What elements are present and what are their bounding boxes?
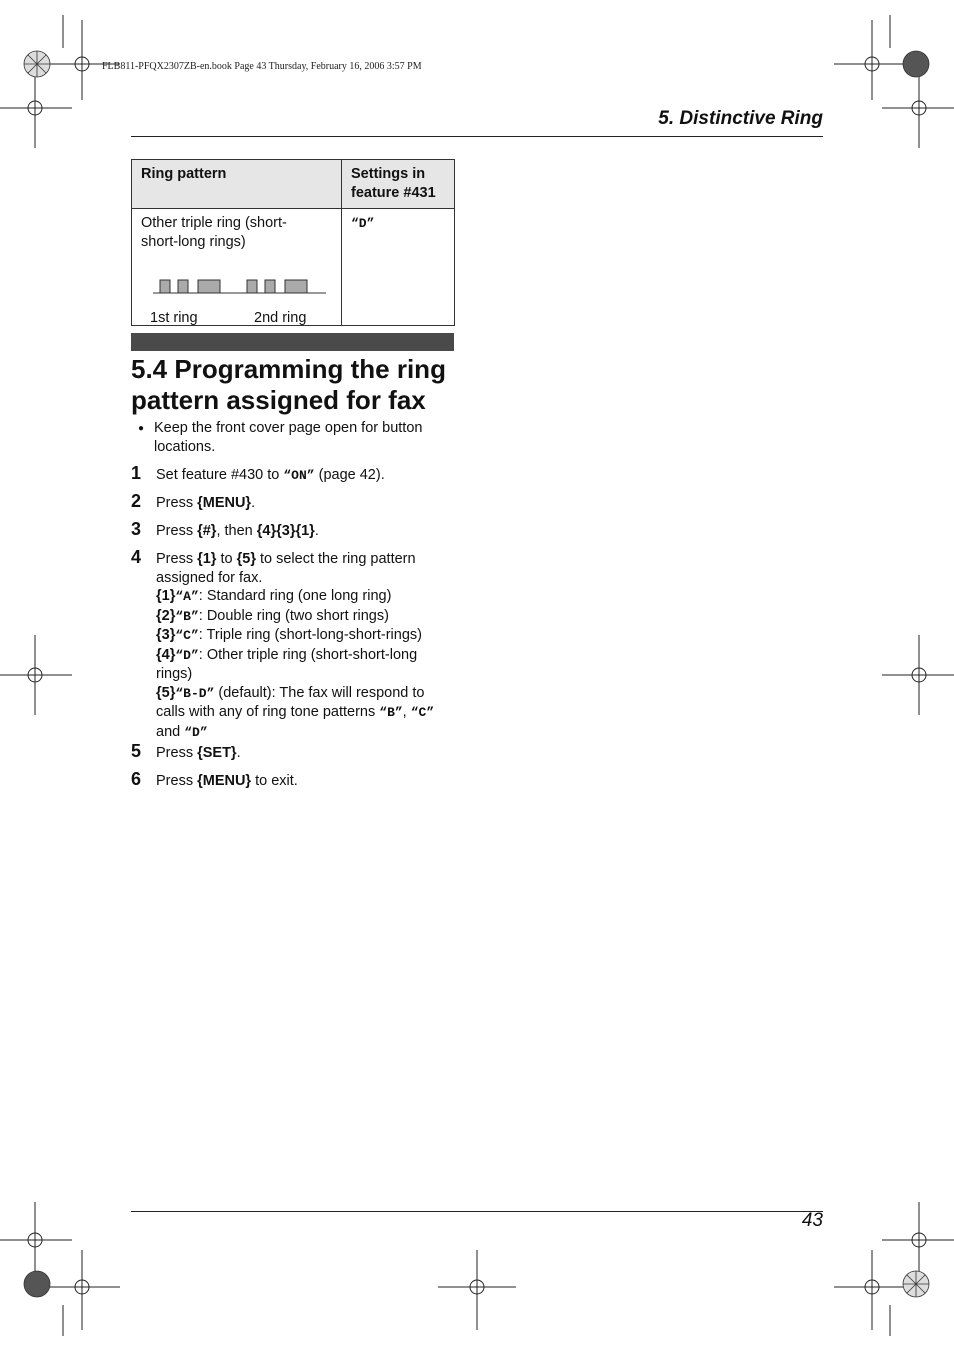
step-1 [131,463,451,486]
key-1: {1} [197,551,217,567]
step-text: Press [156,551,198,567]
option-key: {5} [156,684,176,701]
option-key: {3} [156,627,176,643]
first-ring-label: 1st ring [150,310,198,326]
step-text: to [216,551,237,567]
step-text: Set feature #430 to [156,467,284,483]
step-number: 2 [131,491,142,511]
ring-pattern-table [131,159,455,326]
option-text: , [402,704,411,720]
step-6 [131,769,451,791]
ring-pattern-diagram [148,278,328,294]
step-text: . [236,745,241,761]
crosshair-icon [438,1250,516,1330]
section-bar [131,333,454,351]
step-text: Press [156,773,198,789]
pattern-c: “C” [410,705,435,720]
step-number: 6 [131,769,142,789]
pattern-b: “B” [379,705,403,720]
crosshair-icon [882,70,954,148]
crosshair-icon [834,20,910,100]
crosshair-icon [0,635,72,715]
crosshair-icon [44,1250,120,1330]
crosshair-icon [882,1202,954,1280]
step-text: to exit. [251,773,298,789]
setting-value: “D” [351,216,375,231]
footer-rule [131,1211,823,1212]
header-rule [131,136,823,137]
table-header-settings: Settings in feature #431 [342,160,455,209]
step-2 [131,491,451,513]
step-text: . [314,523,319,539]
option-value: “A” [175,589,199,604]
note-bullet [138,419,448,457]
table-cell-pattern [132,209,342,326]
option-text: : Triple ring (short-long-short-rings) [198,627,422,643]
table-header-row [132,160,455,209]
key-hash: {#} [197,523,217,539]
option-text: : Double ring (two short rings) [198,607,389,624]
second-ring-label: 2nd ring [254,310,307,326]
running-header: 5. Distinctive Ring [658,108,823,129]
section-title: 5.4 Programming the ring pattern assigned for fax [131,354,446,415]
table-header-ring-pattern: Ring pattern [132,160,342,209]
option-value: “D” [175,647,199,663]
step-number: 4 [131,547,142,567]
step-text: . [251,495,256,511]
option-value: “C” [175,628,199,643]
step-number: 1 [131,463,142,483]
page-number: 43 [801,1210,823,1231]
table-cell-setting [342,209,455,326]
option-text: : Standard ring (one long ring) [198,588,392,604]
step-text: (page 42). [314,467,385,483]
option-key: {2} [156,607,176,624]
print-info: FLB811-PFQX2307ZB-en.book Page 43 Thursday, February 16, 2006 3:57 PM [102,61,422,72]
crosshair-icon [0,70,72,148]
key-sequence: {4}{3}{1} [256,523,315,539]
step-5 [131,741,451,763]
option-text: : Other triple ring (short-short-long rings) [156,646,418,682]
step-4 [131,547,451,742]
crosshair-icon [0,1202,72,1280]
crosshair-icon [834,1250,910,1330]
crosshair-icon [882,635,954,715]
crosshair-icon [44,20,120,100]
option-value: “B-D” [175,685,215,701]
table-row [132,209,455,326]
option-key: {1} [156,588,176,604]
key-menu: {MENU} [197,773,252,789]
step-text: , then [216,523,257,539]
step-text: Press [156,745,198,761]
key-set: {SET} [197,745,237,761]
option-key: {4} [156,646,176,663]
bullet-text: Keep the front cover page open for button locations. [154,420,423,455]
option-value: “B” [175,608,199,624]
key-menu: {MENU} [197,495,252,511]
step-text: to select the ring pattern assigned for fax. [156,551,416,586]
option-text: (default): The fax will respond to calls with any of ring tone patterns [156,684,425,720]
step-text: Press [156,523,198,539]
key-5: {5} [236,551,256,567]
step-number: 5 [131,741,142,761]
value-on: “ON” [283,468,315,483]
step-3 [131,519,451,541]
option-text: and [156,723,185,740]
pattern-d: “D” [184,724,208,740]
bullet-icon: ● [138,423,145,434]
step-number: 3 [131,519,142,539]
pattern-description: Other triple ring (short-short-long rings) [141,215,287,250]
step-text: Press [156,495,198,511]
